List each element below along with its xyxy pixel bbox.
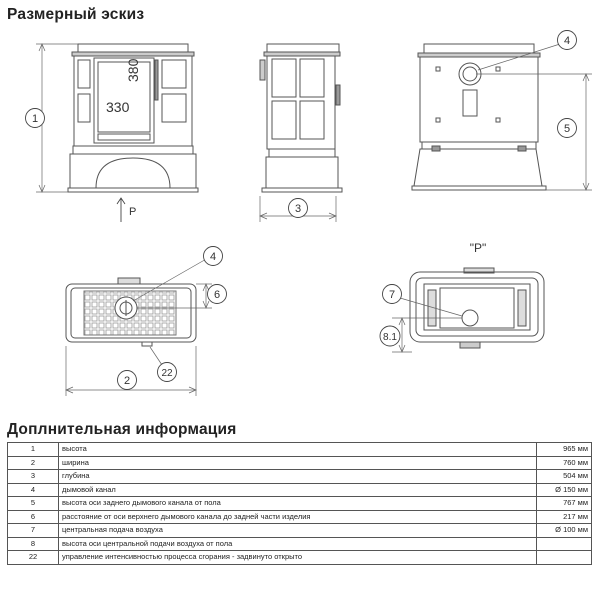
spec-num-cell: 7 [8, 524, 59, 538]
dim-330-label: 330 [106, 99, 130, 115]
rear-view [412, 44, 546, 190]
spec-label-cell: высота [59, 443, 537, 457]
extra-info-heading: Доплнительная информация [7, 421, 237, 438]
spec-value-cell: 760 мм [537, 456, 592, 470]
table-row [8, 551, 592, 565]
table-row [8, 537, 592, 551]
view-p-arrow [117, 198, 125, 222]
spec-num-cell: 22 [8, 551, 59, 565]
table-row [8, 456, 592, 470]
side-view [260, 44, 342, 192]
spec-num-cell: 2 [8, 456, 59, 470]
table-row [8, 483, 592, 497]
callout-3-label: 3 [294, 203, 302, 215]
spec-label-cell: центральная подача воздуха [59, 524, 537, 538]
spec-value-cell: Ø 100 мм [537, 524, 592, 538]
table-row [8, 524, 592, 538]
callout-4-rear-label: 4 [563, 35, 571, 47]
spec-num-cell: 3 [8, 470, 59, 484]
callout-1-label: 1 [31, 113, 39, 125]
spec-value-cell: 767 мм [537, 497, 592, 511]
table-row [8, 443, 592, 457]
spec-value-cell: 217 мм [537, 510, 592, 524]
view-p-letter: P [129, 206, 137, 218]
spec-label-cell: расстояние от оси верхнего дымового канала до задней части изделия [59, 510, 537, 524]
spec-num-cell: 5 [8, 497, 59, 511]
spec-num-cell: 1 [8, 443, 59, 457]
spec-value-cell [537, 537, 592, 551]
spec-num-cell: 8 [8, 537, 59, 551]
callout-5-label: 5 [563, 123, 571, 135]
spec-value-cell: 965 мм [537, 443, 592, 457]
bottom-view-p [410, 268, 544, 348]
table-row [8, 497, 592, 511]
spec-num-cell: 6 [8, 510, 59, 524]
callout-81-label: 8.1 [383, 332, 397, 343]
spec-num-cell: 4 [8, 483, 59, 497]
callout-6-label: 6 [213, 289, 221, 301]
table-row [8, 470, 592, 484]
sketch-heading: Размерный эскиз [7, 6, 145, 23]
spec-label-cell: высота оси центральной подачи воздуха от пола [59, 537, 537, 551]
callout-2-label: 2 [123, 375, 131, 387]
callout-22-label: 22 [161, 368, 173, 379]
spec-label-cell: высота оси заднего дымового канала от пола [59, 497, 537, 511]
top-view [66, 278, 196, 346]
view-p-title: "P" [469, 241, 487, 255]
spec-value-cell: Ø 150 мм [537, 483, 592, 497]
callout-7-label: 7 [388, 289, 396, 301]
specs-table [7, 442, 592, 565]
spec-value-cell: 504 мм [537, 470, 592, 484]
callout-4-top-label: 4 [209, 251, 217, 263]
spec-value-cell [537, 551, 592, 565]
spec-label-cell: дымовой канал [59, 483, 537, 497]
table-row [8, 510, 592, 524]
spec-label-cell: глубина [59, 470, 537, 484]
spec-label-cell: ширина [59, 456, 537, 470]
spec-label-cell: управление интенсивностью процесса сгорания - задвинуто открыто [59, 551, 537, 565]
dim-380-label: 380 [125, 58, 141, 82]
